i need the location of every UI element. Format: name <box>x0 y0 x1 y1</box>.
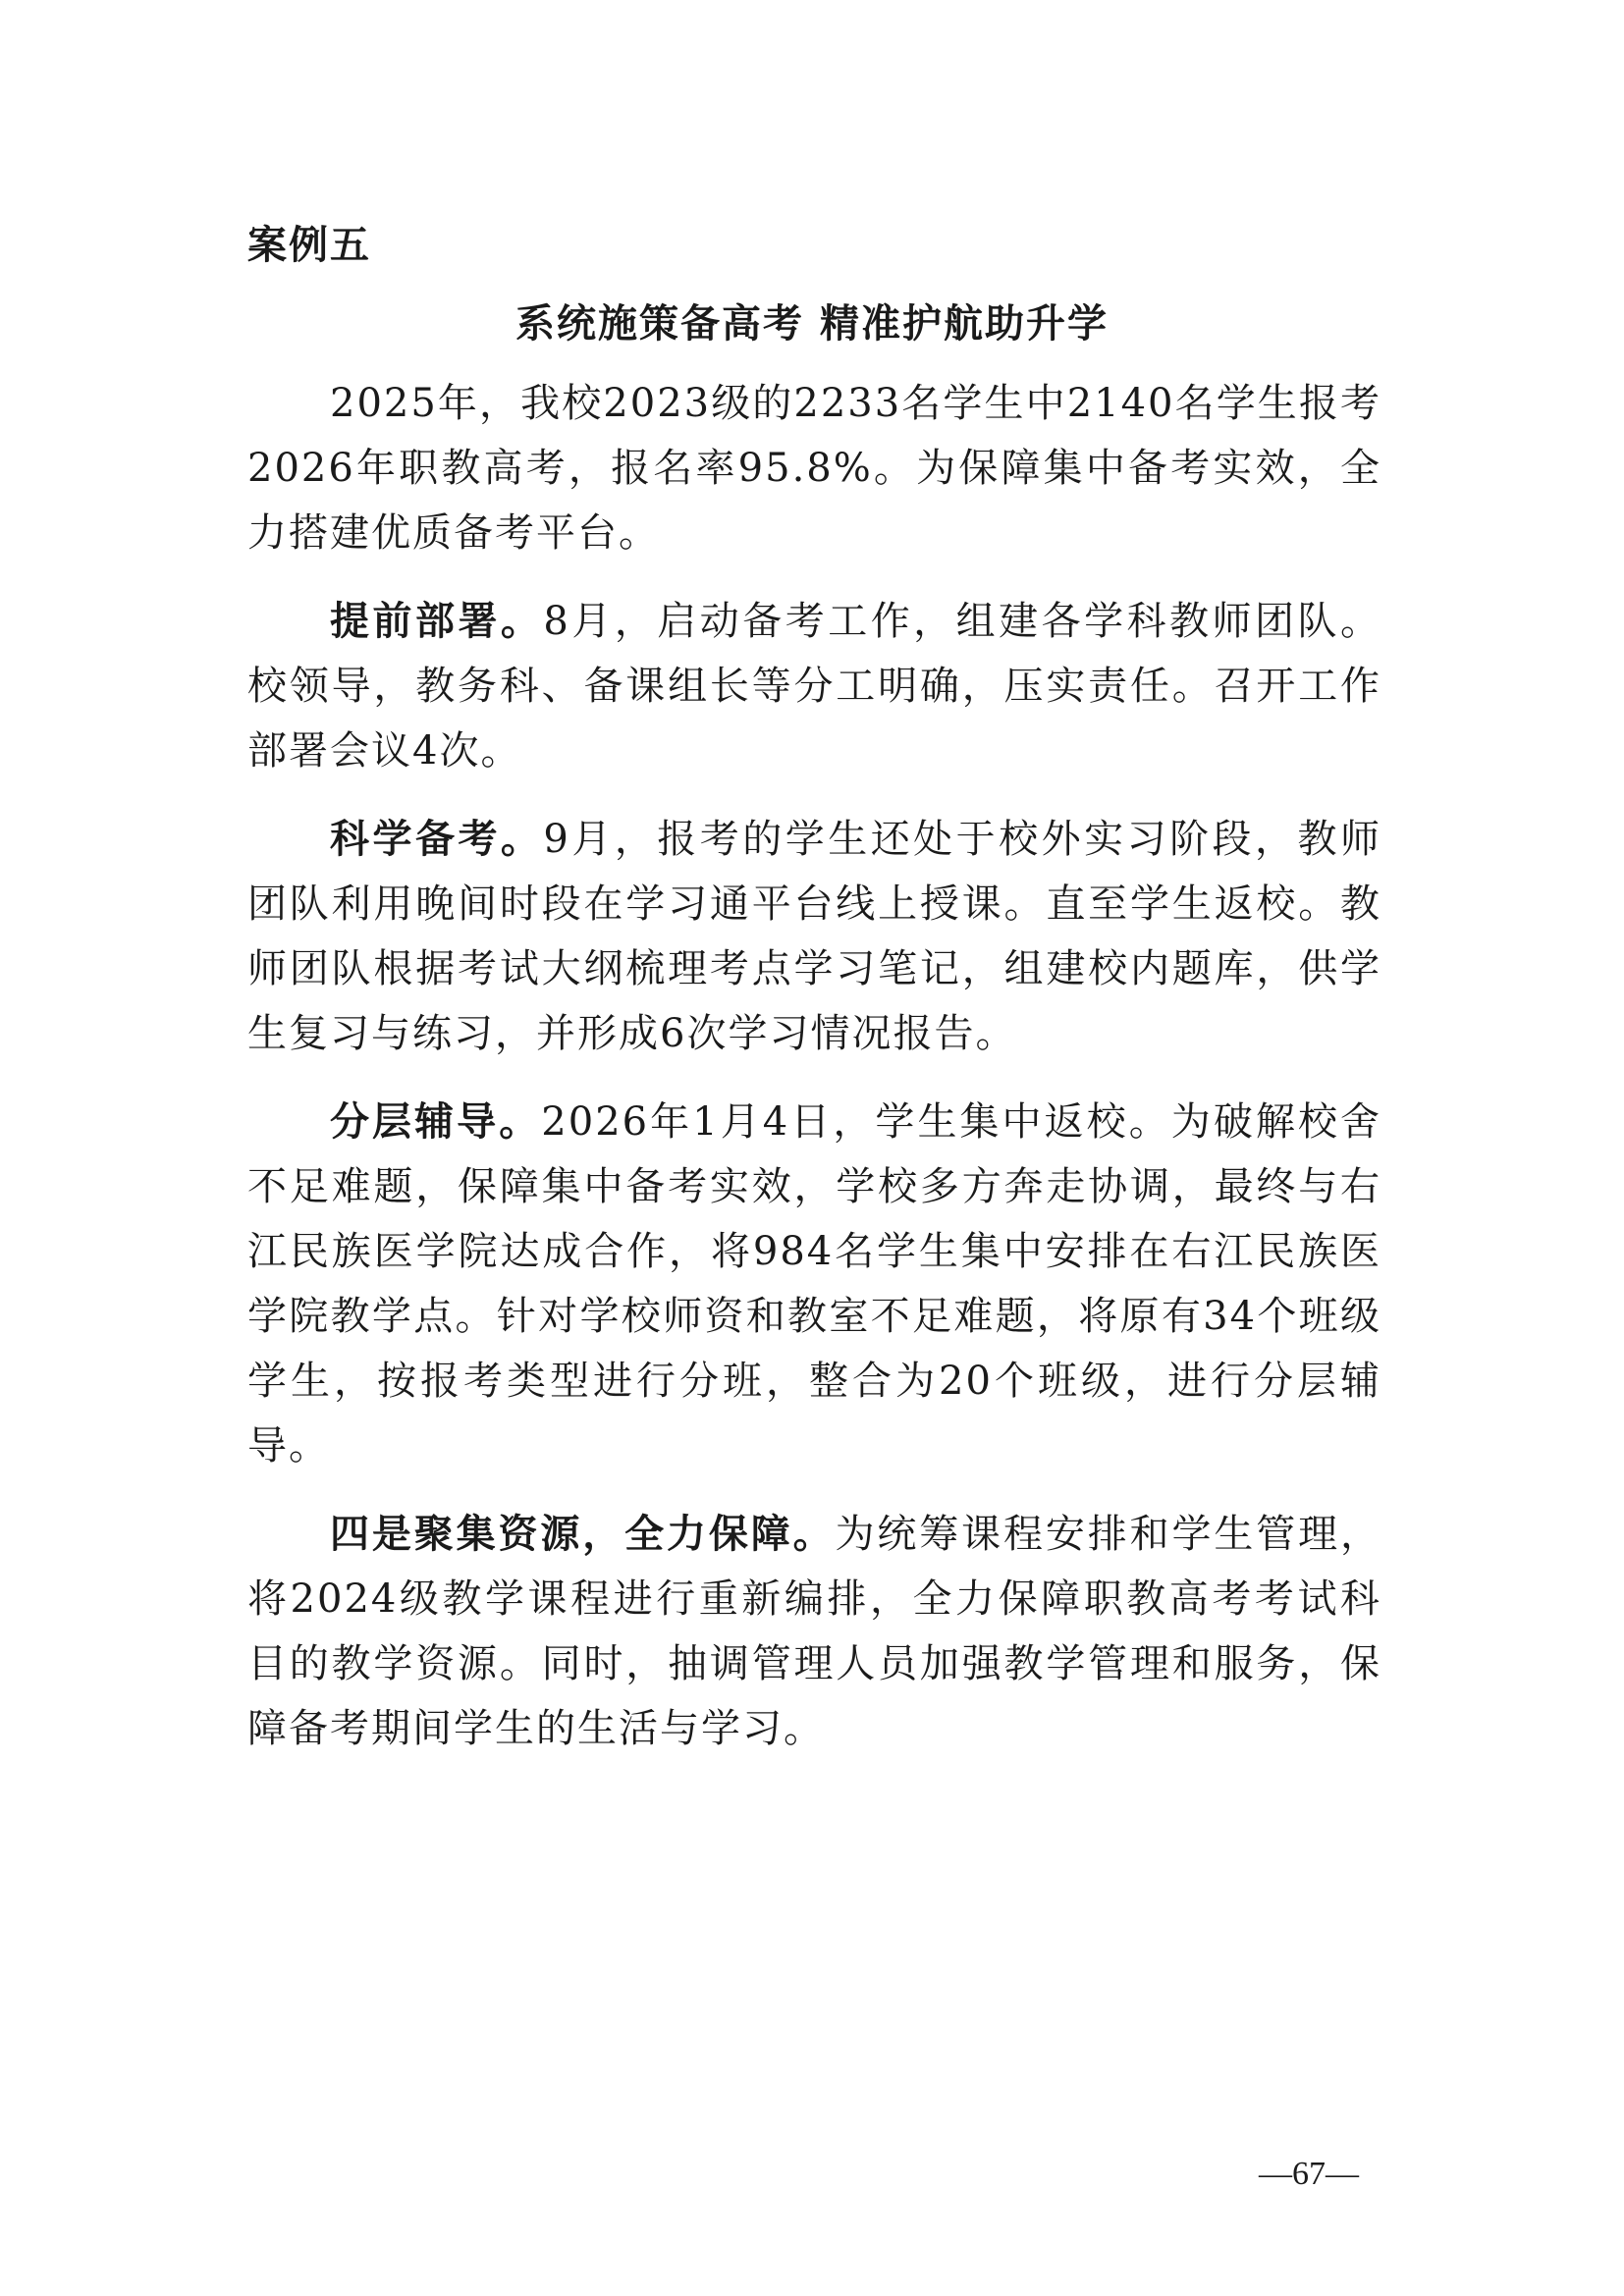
case-label: 案例五 <box>247 223 371 268</box>
paragraph-lead: 提前部署。 <box>330 599 544 644</box>
document-title: 系统施策备高考 精准护航助升学 <box>515 301 1109 347</box>
paragraph-advance-deployment <box>247 589 1381 783</box>
paragraph-resource-support <box>247 1502 1381 1761</box>
paragraph-tiered-tutoring <box>247 1090 1381 1478</box>
paragraph-text: 9月，报考的学生还处于校外实习阶段，教师团队利用晚间时段在学习通平台线上授课。直至学生返校。教师团队根据考试大纲梳理考点学习笔记，组建校内题库，供学生复习与练习，并形成6次学习情况报告。 <box>247 817 1381 1056</box>
paragraph-lead: 四是聚集资源，全力保障。 <box>330 1512 836 1557</box>
paragraph-text: 2025年，我校2023级的2233名学生中2140名学生报考2026年职教高考，报名率95.8%。为保障集中备考实效，全力搭建优质备考平台。 <box>247 381 1381 556</box>
body-text <box>247 371 1381 1785</box>
paragraph-lead: 科学备考。 <box>330 817 544 862</box>
paragraph-text: 8月，启动备考工作，组建各学科教师团队。校领导，教务科、备课组长等分工明确，压实责任。召开工作部署会议4次。 <box>247 599 1381 774</box>
paragraph-text: 为统筹课程安排和学生管理，将2024级教学课程进行重新编排，全力保障职教高考考试科目的教学资源。同时，抽调管理人员加强教学管理和服务，保障备考期间学生的生活与学习。 <box>247 1512 1381 1751</box>
paragraph-intro <box>247 371 1381 565</box>
paragraph-lead: 分层辅导。 <box>330 1099 542 1145</box>
paragraph-scientific-preparation <box>247 807 1381 1066</box>
paragraph-text: 2026年1月4日，学生集中返校。为破解校舍不足难题，保障集中备考实效，学校多方奔走协调，最终与右江民族医学院达成合作，将984名学生集中安排在右江民族医学院教学点。针对学校师资和教室不足难题，将原有34个班级学生，按报考类型进行分班，整合为20个班级，进行分层辅导。 <box>247 1099 1382 1468</box>
page-number: —67— <box>1259 2156 1359 2192</box>
